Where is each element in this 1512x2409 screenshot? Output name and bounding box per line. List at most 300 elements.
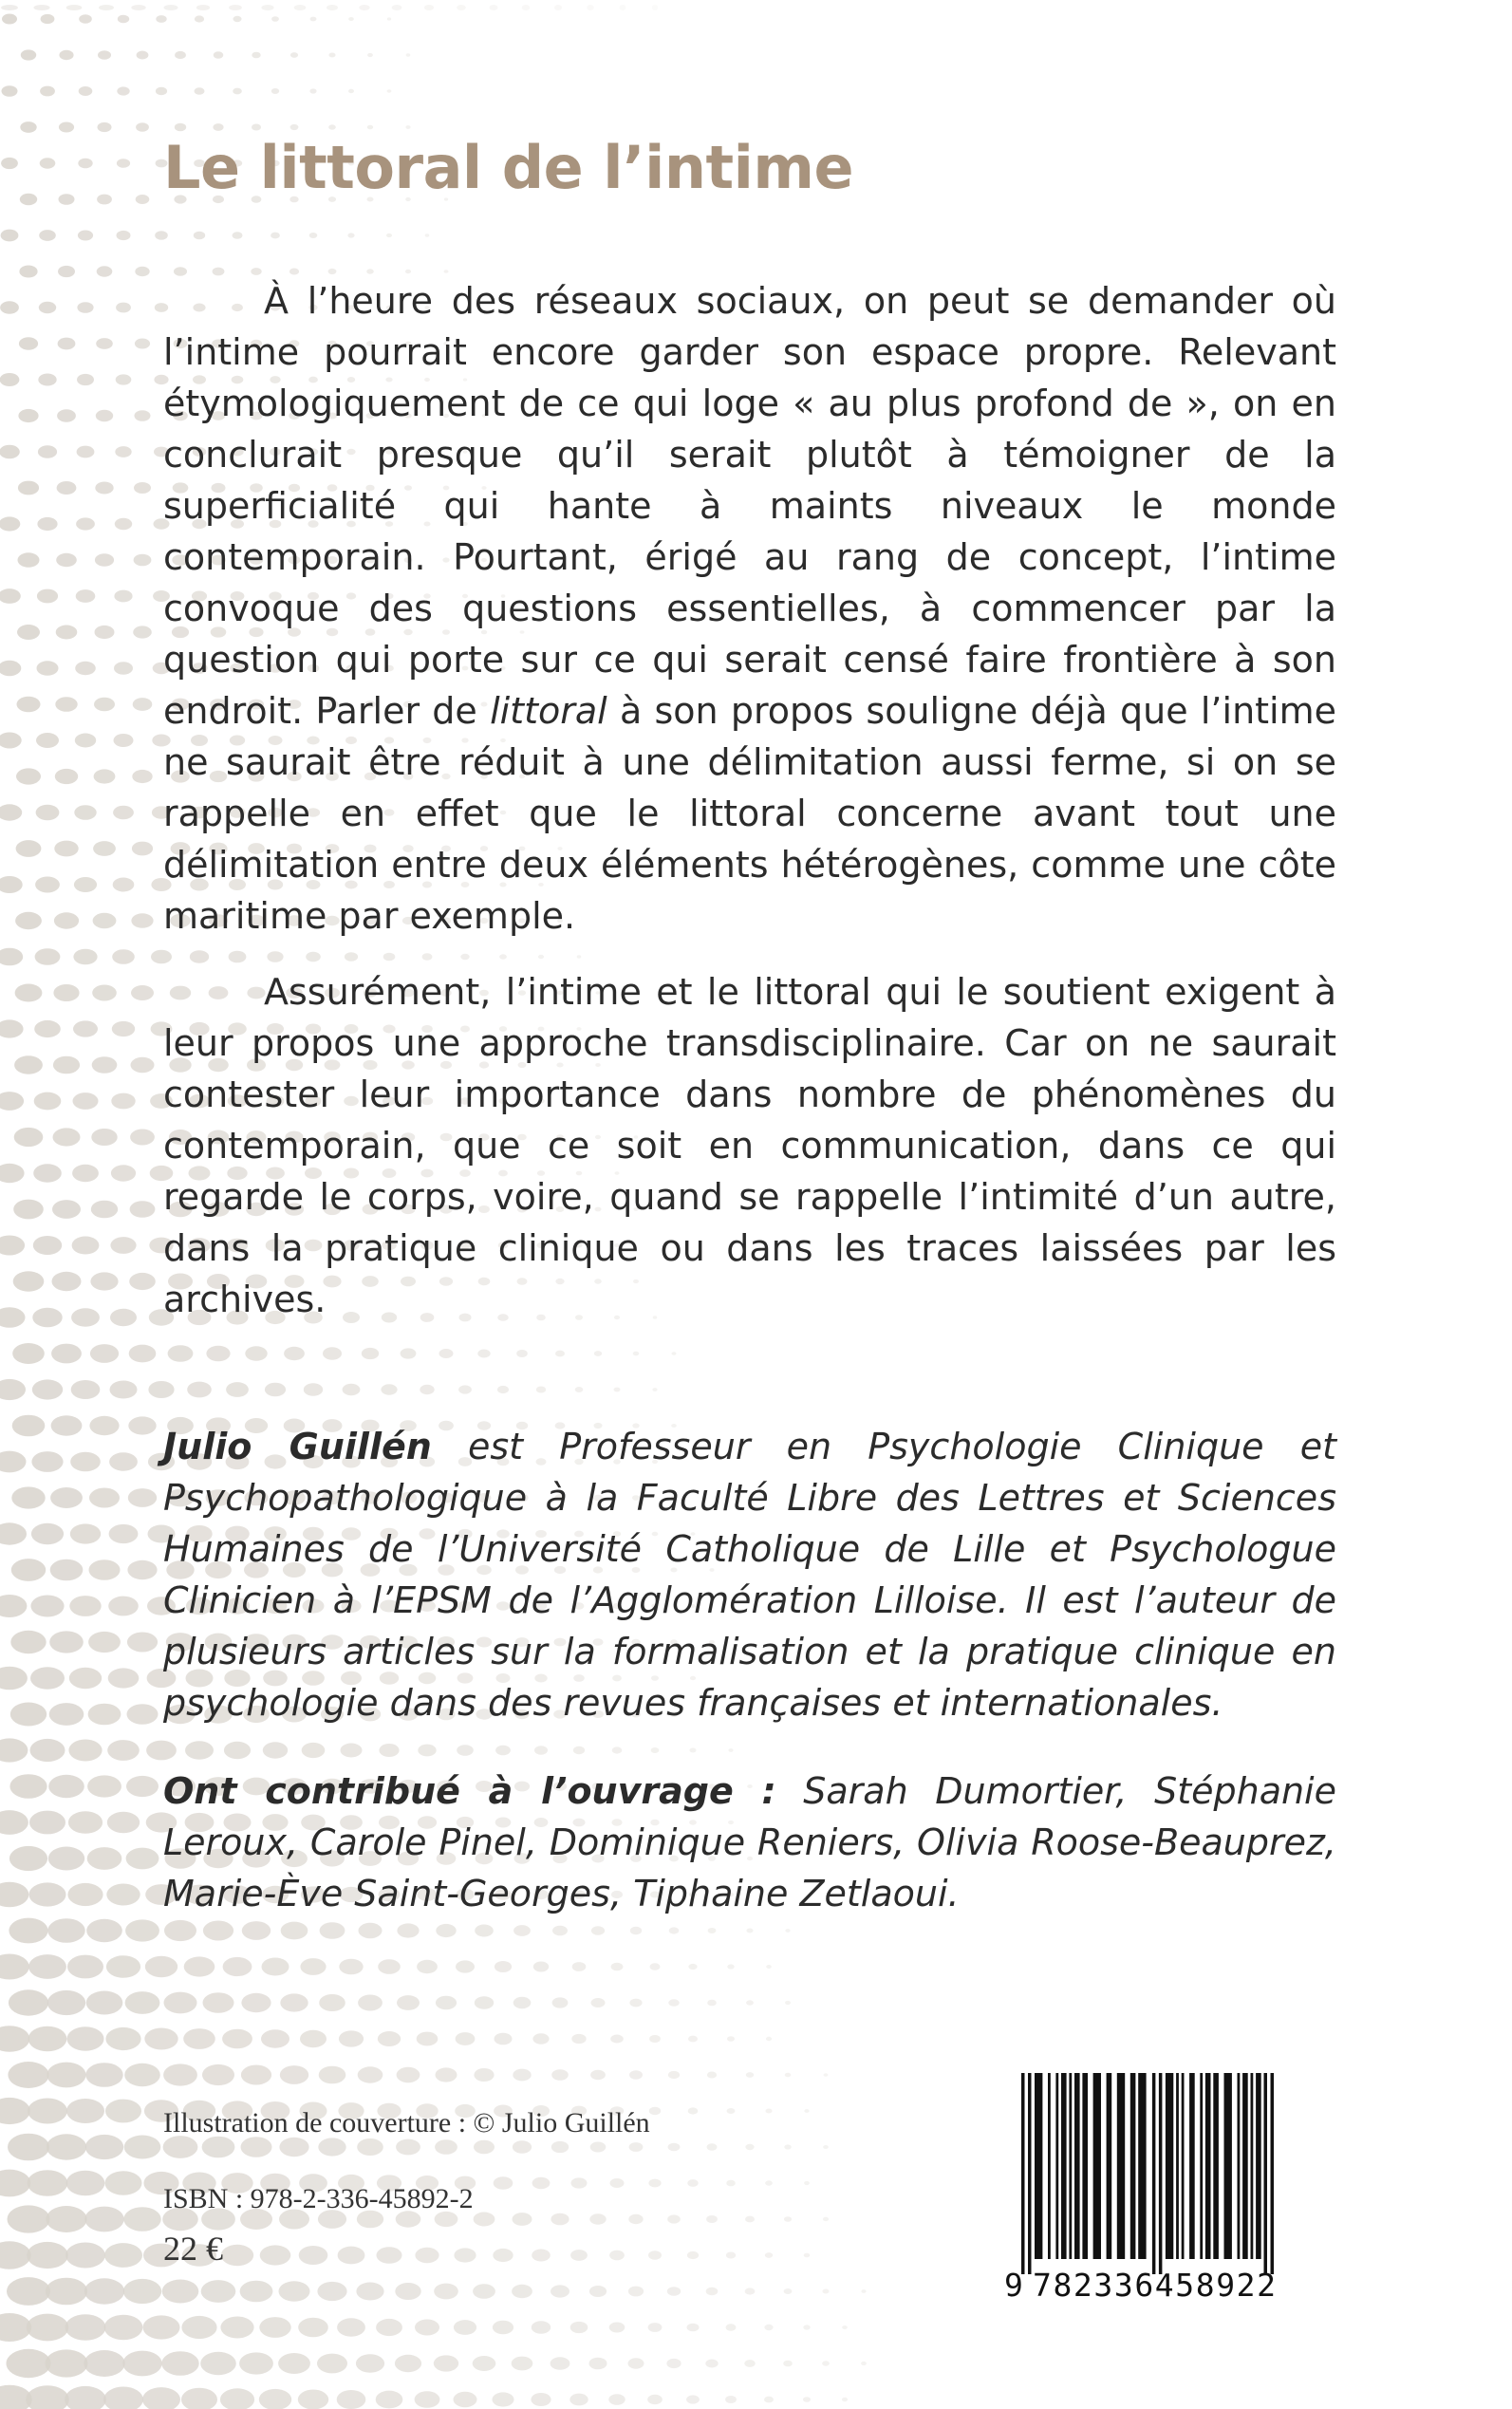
background-dot [536, 1387, 546, 1393]
background-dot [745, 2144, 754, 2150]
background-dot [203, 1992, 234, 2013]
barcode-bar [1061, 2073, 1067, 2259]
background-dot [112, 1021, 135, 1036]
background-dot [151, 950, 172, 964]
barcode-bar [1159, 2073, 1163, 2274]
background-dot [9, 1774, 47, 1799]
background-dot [444, 270, 449, 273]
background-dot [728, 1748, 733, 1752]
background-dot [88, 1632, 121, 1653]
background-dot [113, 878, 135, 892]
author-bio [163, 1421, 1336, 1728]
background-dot [15, 984, 43, 1002]
background-dot [263, 1742, 288, 1758]
background-dot [30, 1667, 65, 1690]
background-dot [148, 1381, 174, 1398]
background-dot [309, 233, 318, 238]
background-dot [38, 374, 56, 386]
background-dot [415, 2391, 440, 2408]
background-dot [195, 15, 204, 22]
background-dot [629, 1999, 642, 2008]
background-dot [493, 2249, 513, 2262]
background-dot [532, 2321, 551, 2333]
background-dot [513, 1997, 532, 2008]
background-dot [457, 1745, 474, 1756]
price: 22 € [163, 2230, 223, 2268]
background-dot [290, 52, 298, 58]
background-dot [473, 2284, 495, 2299]
background-dot [107, 1812, 140, 1833]
background-dot [112, 949, 135, 964]
background-dot [131, 5, 145, 10]
barcode-bar [1264, 2073, 1268, 2274]
background-dot [136, 122, 149, 131]
background-dot [97, 266, 113, 276]
background-dot [614, 1388, 621, 1392]
background-dot [725, 2396, 737, 2403]
background-dot [651, 1747, 660, 1753]
background-dot [610, 2035, 624, 2044]
background-dot [577, 955, 582, 958]
background-dot [784, 2288, 793, 2294]
barcode-bar [1021, 2073, 1025, 2274]
background-dot [571, 2034, 586, 2044]
background-dot [17, 697, 41, 713]
background-dot [0, 1451, 27, 1473]
background-dot [224, 1742, 251, 1759]
background-dot [32, 1308, 62, 1328]
background-dot [87, 1847, 122, 1870]
background-dot [688, 2107, 699, 2114]
background-dot [764, 2397, 774, 2403]
background-dot [89, 1559, 121, 1580]
background-dot [95, 626, 115, 639]
isbn: ISBN : 978-2-336-45892-2 [163, 2183, 474, 2214]
background-dot [475, 1996, 494, 2008]
background-dot [28, 2026, 67, 2051]
background-dot [766, 2109, 773, 2114]
background-dot [0, 1379, 26, 1400]
background-dot [36, 805, 60, 821]
barcode-bar [1055, 2073, 1058, 2259]
background-dot [66, 5, 83, 10]
background-dot [0, 1738, 28, 1762]
background-dot [281, 1922, 308, 1940]
background-dot [378, 2031, 401, 2046]
background-dot [628, 2287, 644, 2297]
background-dot [348, 17, 354, 21]
background-dot [706, 2288, 719, 2295]
background-dot [552, 1926, 568, 1936]
background-dot [99, 5, 114, 10]
background-dot [67, 1883, 103, 1906]
background-dot [57, 481, 77, 495]
background-dot [0, 301, 19, 313]
contributors [163, 1765, 1336, 1919]
background-dot [128, 1416, 156, 1434]
background-dot [823, 2145, 829, 2149]
background-dot [184, 1956, 215, 1976]
background-dot [79, 14, 92, 23]
background-dot [53, 1056, 80, 1074]
background-dot [111, 1093, 135, 1110]
background-dot [18, 409, 38, 422]
background-dot [0, 1522, 27, 1544]
background-dot [456, 1960, 475, 1972]
background-dot [200, 2352, 236, 2375]
background-dot [555, 1351, 565, 1357]
background-dot [669, 1927, 680, 1933]
background-dot [46, 2206, 86, 2232]
background-dot [766, 2037, 772, 2041]
background-dot [378, 1959, 401, 1974]
background-dot [532, 2177, 551, 2189]
background-dot [65, 2314, 106, 2341]
background-dot [668, 1999, 679, 2007]
background-dot [78, 231, 93, 241]
background-dot [425, 233, 430, 236]
background-dot [134, 482, 151, 494]
background-dot [85, 2135, 123, 2159]
background-dot [190, 950, 209, 963]
background-dot [267, 951, 283, 962]
background-dot [105, 2027, 140, 2050]
background-dot [785, 1929, 790, 1933]
background-dot [347, 233, 354, 237]
background-dot [260, 2245, 291, 2265]
background-dot [70, 1523, 101, 1543]
barcode-bar [1271, 2073, 1275, 2274]
background-dot [512, 2285, 532, 2298]
background-dot [29, 1811, 65, 1835]
background-dot [746, 2000, 754, 2005]
background-dot [649, 2107, 661, 2115]
background-dot [454, 2248, 476, 2262]
background-dot [280, 1993, 308, 2011]
background-dot [376, 2391, 403, 2409]
background-dot [387, 89, 392, 93]
background-dot [551, 2357, 570, 2370]
background-dot [213, 123, 223, 131]
barcode-bar [1251, 2073, 1254, 2259]
background-dot [252, 52, 260, 59]
background-dot [39, 230, 56, 241]
background-dot [339, 1959, 363, 1975]
background-dot [495, 1746, 511, 1756]
background-dot [146, 1741, 177, 1761]
background-dot [241, 1993, 271, 2012]
background-dot [552, 1997, 569, 2008]
background-dot [40, 158, 56, 168]
background-dot [37, 661, 59, 675]
background-dot [20, 194, 37, 205]
background-dot [271, 16, 279, 22]
barcode-bar [1082, 2073, 1088, 2259]
background-dot [405, 125, 410, 129]
background-dot [300, 2030, 327, 2047]
background-dot [532, 2250, 551, 2262]
background-dot [67, 2026, 104, 2050]
barcode-bar [1182, 2073, 1185, 2259]
background-dot [58, 338, 76, 350]
background-dot [185, 1741, 214, 1760]
background-dot [12, 1343, 45, 1364]
background-dot [764, 2325, 773, 2330]
background-dot [647, 2395, 663, 2404]
background-dot [493, 2392, 514, 2406]
background-dot [226, 1382, 249, 1397]
background-dot [727, 2036, 735, 2042]
background-dot [114, 662, 133, 674]
background-dot [195, 87, 205, 95]
background-dot [11, 1486, 45, 1508]
background-dot [7, 2349, 51, 2378]
background-dot [127, 1560, 157, 1579]
background-dot [106, 1884, 140, 1906]
background-dot [280, 2065, 308, 2084]
background-dot [13, 1271, 45, 1291]
background-dot [161, 2351, 198, 2376]
background-dot [196, 5, 210, 10]
background-dot [33, 5, 49, 10]
background-dot [78, 159, 92, 169]
background-dot [341, 1744, 363, 1758]
background-dot [405, 270, 411, 273]
background-dot [0, 1236, 25, 1256]
background-dot [96, 338, 113, 349]
background-dot [434, 2284, 458, 2300]
background-dot [0, 2098, 30, 2124]
background-dot [137, 51, 149, 60]
background-dot [474, 2068, 494, 2082]
background-dot [143, 2315, 180, 2339]
barcode-bar [1138, 2073, 1146, 2259]
background-dot [304, 1383, 323, 1396]
background-dot [533, 1962, 549, 1972]
isbn-barcode [1004, 2073, 1340, 2304]
background-dot [104, 2315, 143, 2340]
background-dot [84, 2350, 124, 2377]
background-dot [113, 806, 134, 820]
background-dot [707, 2072, 717, 2079]
background-dot [46, 2278, 87, 2306]
background-dot [54, 912, 79, 928]
background-dot [47, 1918, 84, 1943]
barcode-first-digit: 9 [1004, 2267, 1025, 2304]
background-dot [439, 1349, 454, 1358]
background-dot [822, 2361, 830, 2365]
background-dot [318, 2138, 345, 2156]
background-dot [785, 2073, 792, 2078]
background-dot [376, 2319, 402, 2336]
barcode-digits: 782336458922 [1033, 2267, 1278, 2304]
background-dot [589, 2286, 607, 2297]
background-dot [804, 2109, 809, 2113]
background-dot [48, 1775, 84, 1798]
background-dot [667, 2214, 681, 2223]
background-dot [131, 1057, 155, 1073]
background-dot [765, 2180, 773, 2185]
background-dot [90, 1344, 119, 1363]
background-dot [164, 1920, 196, 1941]
background-dot [356, 2354, 384, 2373]
background-dot [279, 2281, 310, 2301]
barcode-bar [1069, 2073, 1072, 2259]
background-dot [608, 2394, 625, 2405]
background-dot [203, 1921, 233, 1941]
background-dot [473, 2356, 496, 2371]
background-dot [357, 2138, 383, 2156]
background-dot [91, 1201, 118, 1219]
background-dot [456, 2032, 476, 2045]
background-dot [37, 589, 58, 604]
background-dot [12, 1415, 46, 1437]
background-dot [367, 125, 373, 130]
background-dot [114, 590, 132, 603]
background-dot [424, 5, 434, 10]
background-dot [221, 2245, 253, 2266]
background-dot [1, 5, 18, 10]
background-dot [359, 5, 369, 10]
background-dot [77, 446, 95, 458]
background-dot [1, 158, 18, 169]
background-dot [417, 2032, 439, 2046]
background-dot [803, 2325, 810, 2329]
barcode-bar [1107, 2073, 1112, 2259]
background-dot [397, 1923, 419, 1937]
background-dot [33, 1236, 62, 1255]
background-dot [418, 1745, 436, 1757]
background-dot [55, 697, 77, 712]
background-dot [183, 2028, 215, 2049]
background-dot [48, 1847, 84, 1871]
background-dot [396, 2139, 420, 2156]
background-dot [551, 2285, 569, 2297]
background-dot [420, 1385, 434, 1394]
background-dot [0, 804, 22, 820]
background-dot [572, 1962, 587, 1971]
background-dot [571, 2177, 588, 2188]
background-dot [609, 2323, 625, 2333]
background-dot [68, 1740, 102, 1762]
background-dot [135, 267, 149, 276]
background-dot [9, 1989, 48, 2015]
background-dot [29, 1882, 66, 1906]
background-dot [77, 302, 93, 313]
background-dot [415, 2248, 439, 2263]
background-dot [628, 2358, 644, 2368]
background-dot [164, 1992, 197, 2014]
background-dot [156, 15, 166, 23]
barcode-bar [1166, 2073, 1173, 2259]
background-dot [28, 1954, 66, 1979]
background-dot [343, 1384, 361, 1395]
background-dot [294, 5, 307, 10]
background-dot [66, 2171, 105, 2195]
background-dot [132, 770, 152, 783]
background-dot [37, 517, 57, 531]
background-dot [279, 2138, 308, 2157]
background-dot [0, 1019, 24, 1037]
background-dot [110, 1381, 138, 1399]
background-dot [495, 2033, 513, 2045]
background-dot [91, 1129, 117, 1146]
background-dot [123, 2279, 161, 2304]
background-dot [52, 1272, 82, 1291]
background-dot [628, 2214, 643, 2224]
background-dot [201, 2280, 236, 2303]
background-dot [668, 2071, 680, 2079]
background-dot [202, 2137, 235, 2158]
background-dot [1, 230, 19, 242]
background-dot [570, 2250, 588, 2261]
background-dot [551, 2141, 569, 2153]
contributors-label: Ont contribué à l’ouvrage : [163, 1770, 776, 1812]
background-dot [168, 1345, 194, 1362]
background-dot [687, 2179, 698, 2187]
background-dot [317, 2282, 346, 2301]
background-dot [106, 1955, 140, 1978]
background-dot [320, 1922, 345, 1939]
background-dot [59, 122, 74, 133]
background-dot [220, 2317, 253, 2339]
barcode-bar [1048, 2073, 1051, 2259]
author-bio-text: est Professeur en Psychologie Clinique et Psychopathologique à la Faculté Libre des Lettres et Sciences Humaines de l’Université Catholique de Lille et Psychologue Clinicien à l’EPSM de l’Agglomération Lilloise. Il est l’auteur de plusieurs articles sur la formalisation et la pratique clinique en psychologie dans des revues françaises et internationales. [163, 1426, 1336, 1724]
barcode-bar [1213, 2073, 1219, 2259]
background-dot [125, 1919, 159, 1941]
background-dot [163, 2064, 197, 2085]
background-dot [93, 913, 117, 928]
background-dot [27, 2242, 68, 2269]
background-dot [306, 952, 321, 962]
barcode-bar [1028, 2073, 1032, 2274]
background-dot [7, 2277, 50, 2306]
background-dot [79, 86, 93, 96]
background-dot [0, 588, 21, 604]
background-dot [14, 1055, 43, 1074]
summary-paragraph-2: Assurément, l’intime et le littoral qui le soutient exigent à leur propos une approche transdisciplinaire. Car on ne saurait contester leur importance dans nombre de phénomènes du contemporain, que ce soit en communication, dans ce qui regarde le corps, voire, quand se rappelle l’intimité d’un autre, dans la pratique clinique ou dans les traces laissées par les archives. [163, 971, 1336, 1320]
background-dot [85, 2063, 122, 2087]
background-dot [706, 2215, 718, 2223]
background-dot [0, 445, 20, 459]
background-dot [46, 2349, 88, 2377]
barcode-bar [1035, 2073, 1042, 2259]
background-dot [319, 1994, 345, 2011]
background-dot [66, 2099, 104, 2123]
background-dot [59, 194, 75, 205]
background-dot [109, 1524, 139, 1543]
background-dot [804, 2181, 810, 2185]
background-dot [55, 769, 78, 784]
background-dot [126, 1776, 159, 1797]
background-dot [284, 1347, 305, 1360]
background-dot [108, 1597, 139, 1616]
background-dot [95, 553, 114, 567]
background-dot [135, 339, 150, 349]
background-dot [259, 2317, 290, 2338]
background-dot [181, 2388, 217, 2409]
background-dot [337, 2318, 365, 2336]
background-dot [727, 2108, 736, 2114]
background-dot [242, 1921, 271, 1940]
background-dot [133, 698, 153, 711]
background-dot [397, 2067, 420, 2082]
background-dot [271, 88, 279, 94]
background-dot [116, 303, 131, 313]
background-dot [114, 734, 134, 747]
background-dot [118, 15, 129, 24]
background-dot [133, 626, 152, 638]
